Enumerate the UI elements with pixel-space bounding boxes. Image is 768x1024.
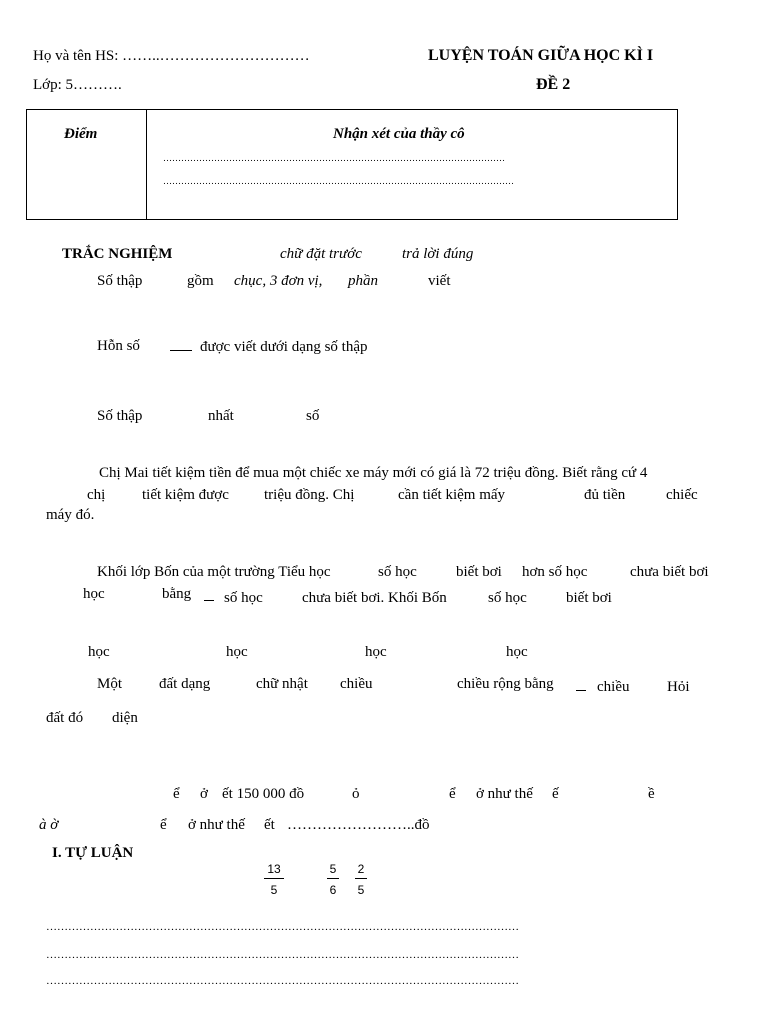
answer-line-3[interactable]: ………………………………………………………………………………………………………………… (46, 976, 519, 987)
q4-text-a: chị (87, 487, 106, 503)
q7-text-c: ết 150 000 đồ (222, 786, 305, 802)
q6-text-d: chiều (340, 676, 373, 692)
q7-text-d: ỏ (352, 786, 360, 802)
q6-text-i: diện (112, 710, 138, 726)
q4-text-c: triệu đồng. Chị (264, 487, 355, 503)
q4-text-e: đủ tiền (584, 487, 626, 503)
q3-text-b: nhất (208, 408, 234, 424)
score-comment-box (26, 109, 678, 220)
q7-text-j: ể (160, 817, 167, 833)
q4-text-b: tiết kiệm được (142, 487, 229, 503)
fraction-1-numerator: 13 (267, 862, 281, 876)
fraction-2-numerator: 5 (329, 862, 337, 876)
q4-line-1: Chị Mai tiết kiệm tiền để mua một chiếc xe máy mới có giá là 72 triệu đồng. Biết rằng cứ 4 (99, 465, 648, 481)
q5-text-g: bằng (162, 586, 192, 602)
q7-text-f: ở như thế (476, 786, 533, 802)
q2-fraction-bar (170, 350, 192, 351)
q7-text-h: ề (648, 786, 655, 802)
answer-line-1[interactable]: ………………………………………………………………………………………………………………… (46, 922, 519, 933)
q4-text-f: chiếc (666, 487, 698, 503)
q3-text-a: Số thập (97, 408, 143, 424)
q2-text-b: được viết dưới dạng số thập (200, 339, 368, 355)
q5-text-e: chưa biết bơi (630, 564, 709, 580)
q5-text-b: số học (378, 564, 417, 580)
comment-label: Nhận xét của thầy cô (333, 126, 465, 142)
q5-text-a: Khối lớp Bốn của một trường Tiểu học (97, 564, 331, 580)
q5-text-h: số học (224, 590, 263, 606)
fraction-3-bar (355, 878, 367, 879)
q5-option-b[interactable]: học (226, 644, 248, 660)
section-multiple-choice-heading: TRẮC NGHIỆM (62, 246, 173, 262)
q5-option-d[interactable]: học (506, 644, 528, 660)
fraction-2-bar (327, 878, 339, 879)
q1-text-a: Số thập (97, 273, 143, 289)
q1-text-b: gồm (187, 273, 214, 289)
q6-text-a: Một (97, 676, 123, 692)
q7-text-m: ……………………..đồ (287, 817, 430, 833)
q5-text-d: hơn số học (522, 564, 588, 580)
q6-fraction-bar (576, 690, 586, 691)
q7-text-i: à ờ (39, 817, 59, 833)
q5-text-f: học (83, 586, 105, 602)
q6-text-e: chiều rộng bằng (457, 676, 554, 692)
fraction-3-denominator: 5 (357, 883, 365, 897)
q5-text-j: số học (488, 590, 527, 606)
comment-line-1: …………………………………………………………………………………………………… (163, 154, 505, 163)
q6-text-c: chữ nhật (256, 676, 308, 692)
q6-text-b: đất dạng (159, 676, 211, 692)
fraction-3-numerator: 2 (357, 862, 365, 876)
section-essay-heading: I. TỰ LUẬN (52, 845, 134, 861)
q7-text-e: ể (449, 786, 456, 802)
q5-text-i: chưa biết bơi. Khối Bốn (302, 590, 447, 606)
q6-text-h: đất đó (46, 710, 84, 726)
q3-text-c: số (306, 408, 320, 424)
fraction-1-bar (264, 878, 284, 879)
instruction-part-1: chữ đặt trước (280, 246, 362, 262)
answer-line-2[interactable]: ………………………………………………………………………………………………………………… (46, 950, 519, 961)
q1-text-e: viết (428, 273, 451, 289)
worksheet-title: LUYỆN TOÁN GIỮA HỌC KÌ I (428, 47, 654, 64)
q7-text-l: ết (264, 817, 275, 833)
q4-text-d: cần tiết kiệm mấy (398, 487, 506, 503)
class-label: Lớp: 5………. (33, 77, 122, 93)
q5-option-c[interactable]: học (365, 644, 387, 660)
student-name-label: Họ và tên HS: ……..………………………… (33, 48, 310, 64)
box-divider (146, 110, 147, 219)
q7-text-g: ế (552, 786, 559, 802)
exam-code: ĐỀ 2 (536, 76, 571, 93)
instruction-part-2: trả lời đúng (402, 246, 474, 262)
q5-text-c: biết bơi (456, 564, 502, 580)
q1-text-c: chục, 3 đơn vị, (234, 273, 323, 289)
q2-text-a: Hỗn số (97, 338, 140, 354)
q6-text-f: chiều (597, 679, 630, 695)
q5-option-a[interactable]: học (88, 644, 110, 660)
fraction-1-denominator: 5 (270, 883, 278, 897)
q7-text-a: ể (173, 786, 180, 802)
q5-fraction-bar (204, 600, 214, 601)
q4-text-g: máy đó. (46, 507, 95, 523)
fraction-2-denominator: 6 (329, 883, 337, 897)
q1-text-d: phần (348, 273, 378, 289)
q5-text-k: biết bơi (566, 590, 612, 606)
score-label: Điểm (64, 126, 98, 142)
comment-line-2: ……………………………………………………………………………………………………… (163, 177, 514, 186)
q7-text-k: ở như thế (188, 817, 245, 833)
q6-text-g: Hỏi (667, 679, 690, 695)
q7-text-b: ở (200, 786, 208, 802)
